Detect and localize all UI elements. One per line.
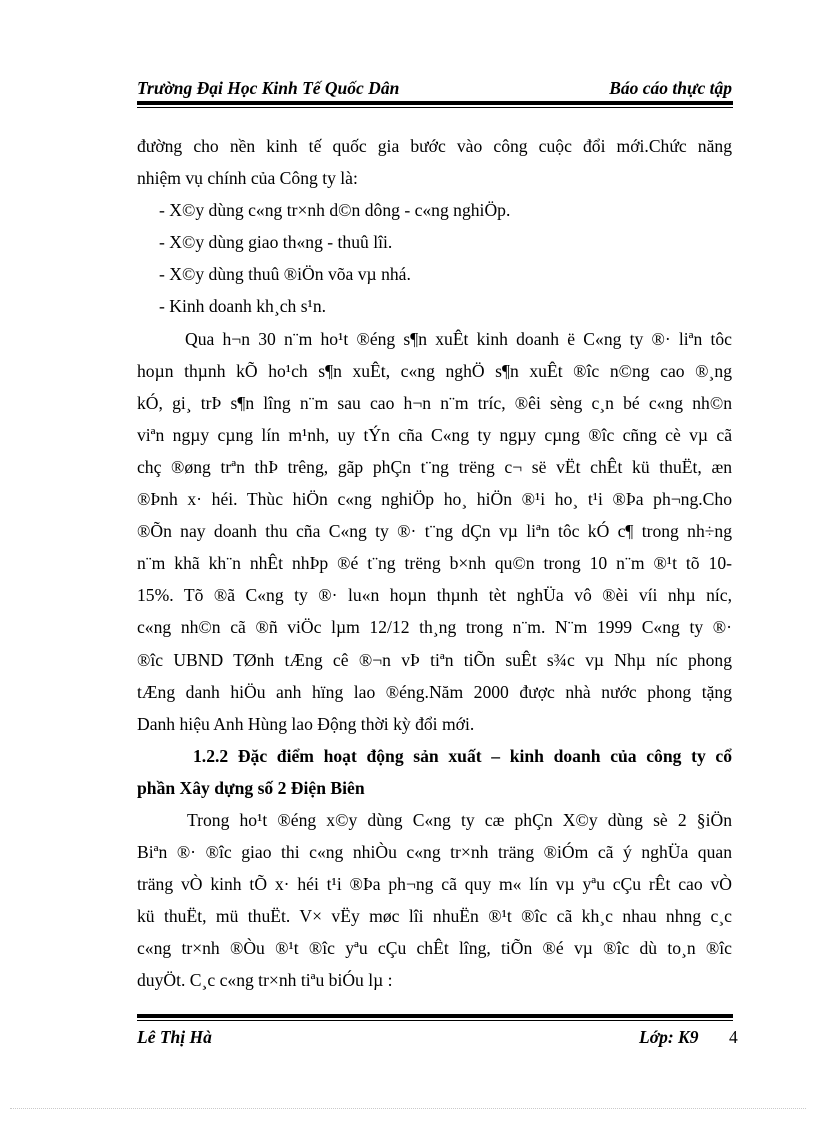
paragraph-line: Danh hiệu Anh Hùng lao Động thời kỳ đổi mới. <box>137 713 475 734</box>
paragraph-line: kÓ, gi¸ trÞ s¶n lîng n¨m sau cao h¬n n¨m tríc, ®êi sèng c¸n bé c«ng nh©n <box>137 392 732 413</box>
footer-author: Lê Thị Hà <box>137 1027 212 1047</box>
paragraph-line: träng vÒ kinh tÕ x· héi t¹i ®Þa ph¬ng cã quy m« lín vµ yªu cÇu rÊt cao vÒ <box>137 874 732 895</box>
paragraph-line: tÆng danh hiÖu anh hïng lao ®éng.Năm 2000 được nhà nước phong tặng <box>137 681 732 702</box>
paragraph-line: nhiệm vụ chính của Công ty là: <box>137 168 358 189</box>
footer-rule-thick <box>137 1014 733 1018</box>
page-header <box>137 76 732 100</box>
list-item: - X©y dùng thuû ®iÖn võa vµ nhá. <box>159 264 411 285</box>
footer-rule-thin <box>137 1020 733 1021</box>
page-boundary-dotted-line <box>10 1108 806 1109</box>
header-report-title: Báo cáo thực tập <box>609 78 732 98</box>
paragraph-line: đường cho nền kinh tế quốc gia bước vào công cuộc đổi mới.Chức năng <box>137 136 732 156</box>
header-university: Trường Đại Học Kinh Tế Quốc Dân <box>137 78 400 98</box>
paragraph-line: Biªn ®· ®îc giao thi c«ng nhiÒu c«ng tr×nh träng ®iÓm cã ý nghÜa quan <box>137 842 732 863</box>
paragraph-line: duyÖt. C¸c c«ng tr×nh tiªu biÓu lµ : <box>137 970 393 991</box>
paragraph-line: n¨m khã kh¨n nhÊt nhÞp ®é t¨ng trëng b×nh qu©n trong 10 n¨m ®¹t tõ 10- <box>137 553 732 574</box>
paragraph-line: hoµn thµnh kÕ ho¹ch s¶n xuÊt, c«ng nghÖ s¶n xuÊt ®îc n©ng cao ®¸ng <box>137 360 732 381</box>
paragraph-line: chç ®øng trªn thÞ trêng, gãp phÇn t¨ng trëng c¬ së vËt chÊt kü thuËt, æn <box>137 456 732 477</box>
footer-class: Lớp: K9 <box>639 1027 699 1047</box>
paragraph-line: viªn ngµy cµng lín m¹nh, uy tÝn cña C«ng ty ngµy cµng ®îc cñng cè vµ cã <box>137 424 732 445</box>
paragraph-line: ®îc UBND TØnh tÆng cê ®¬n vÞ tiªn tiÕn suÊt s¾c vµ Nhµ níc phong <box>137 649 732 670</box>
paragraph-line: ®Þnh x· héi. Thùc hiÖn c«ng nghiÖp ho¸ hiÖn ®¹i ho¸ t¹i ®Þa ph¬ng.Cho <box>137 489 732 510</box>
header-rule-thin <box>137 107 733 108</box>
list-item: - X©y dùng c«ng tr×nh d©n dông - c«ng nghiÖp. <box>159 200 511 221</box>
paragraph-line: kü thuËt, mü thuËt. V× vËy møc lîi nhuËn ®¹t ®îc cã kh¸c nhau nhng c¸c <box>137 906 732 927</box>
page-number: 4 <box>729 1027 738 1047</box>
paragraph-line: c«ng tr×nh ®Òu ®¹t ®îc yªu cÇu chÊt lîng, tiÕn ®é vµ ®îc dù to¸n ®îc <box>137 938 732 959</box>
paragraph-line: Trong ho¹t ®éng x©y dùng C«ng ty cæ phÇn X©y dùng sè 2 §iÖn <box>187 809 732 830</box>
list-item: - X©y dùng giao th«ng - thuû lîi. <box>159 232 393 253</box>
paragraph-line: Qua h¬n 30 n¨m ho¹t ®éng s¶n xuÊt kinh doanh ë C«ng ty ®· liªn tôc <box>185 328 732 349</box>
body-text <box>137 130 732 997</box>
header-rule-thick <box>137 101 733 105</box>
page-footer <box>137 1024 742 1050</box>
paragraph-line: c«ng nh©n cã ®ñ viÖc lµm 12/12 th¸ng trong n¨m. N¨m 1999 C«ng ty ®· <box>137 617 732 638</box>
section-heading: 1.2.2 Đặc điểm hoạt động sản xuất – kinh doanh của công ty cổ <box>193 745 732 766</box>
paragraph-line: 15%. Tõ ®ã C«ng ty ®· lu«n hoµn thµnh tèt nghÜa vô ®èi víi nhµ níc, <box>137 585 732 606</box>
section-heading: phần Xây dựng số 2 Điện Biên <box>137 777 365 798</box>
paragraph-line: ®Õn nay doanh thu cña C«ng ty ®· t¨ng dÇn vµ liªn tôc kÓ c¶ trong nh÷ng <box>137 521 732 542</box>
list-item: - Kinh doanh kh¸ch s¹n. <box>159 296 327 317</box>
